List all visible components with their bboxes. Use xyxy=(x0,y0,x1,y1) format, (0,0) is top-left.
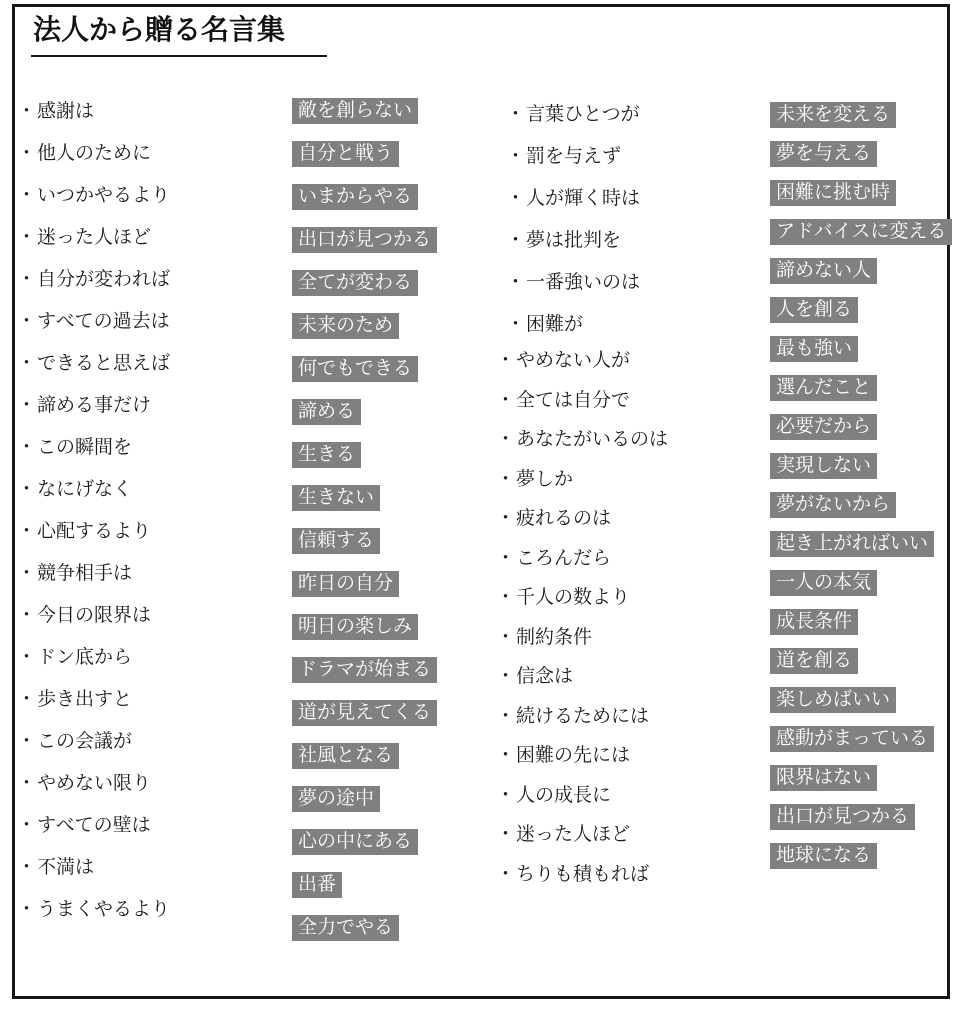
quote-opening-phrase xyxy=(496,469,573,491)
bullet-marker: ・ xyxy=(496,508,516,529)
quote-opening-phrase xyxy=(496,390,630,412)
quote-ending-highlight xyxy=(292,829,418,855)
phrase-text: 昨日の自分 xyxy=(298,573,394,594)
phrase-text: 選んだこと xyxy=(776,377,872,398)
quote-opening-phrase xyxy=(496,824,630,846)
quote-opening-phrase xyxy=(496,587,630,609)
phrase-text: この瞬間を xyxy=(37,437,133,458)
quote-ending-highlight xyxy=(770,570,877,596)
bullet-marker: ・ xyxy=(496,587,516,608)
quote-opening-phrase xyxy=(506,230,621,252)
bullet-marker: ・ xyxy=(17,605,37,626)
phrase-text: 信頼する xyxy=(298,530,375,551)
quote-ending-highlight xyxy=(292,614,418,640)
quote-endings-column-1 xyxy=(292,98,502,958)
bullet-marker: ・ xyxy=(496,666,516,687)
quote-opening-phrase xyxy=(17,815,151,837)
bullet-marker: ・ xyxy=(496,824,516,845)
phrase-text: 迷った人ほど xyxy=(37,227,152,248)
phrase-text: やめない限り xyxy=(37,773,152,794)
quote-opening-phrase xyxy=(506,314,583,336)
phrase-text: 最も強い xyxy=(776,338,853,359)
phrase-text: 制約条件 xyxy=(516,626,593,648)
quote-opening-phrase xyxy=(506,104,640,126)
quote-ending-highlight xyxy=(770,297,858,323)
quote-ending-highlight xyxy=(292,485,380,511)
phrase-text: 全ては自分で xyxy=(516,389,631,411)
quote-opening-phrase xyxy=(17,857,94,879)
bullet-marker: ・ xyxy=(496,350,516,371)
bullet-marker: ・ xyxy=(17,353,37,374)
quote-ending-highlight xyxy=(292,98,418,124)
bullet-marker: ・ xyxy=(17,689,37,710)
quote-opening-phrase xyxy=(17,689,132,711)
quote-opening-phrase xyxy=(17,605,151,627)
quote-opening-phrase xyxy=(17,143,151,165)
bullet-marker: ・ xyxy=(506,188,526,209)
bullet-marker: ・ xyxy=(17,269,37,290)
quote-opening-phrase xyxy=(496,350,630,372)
bullet-marker: ・ xyxy=(496,745,516,766)
phrase-text: 自分と戦う xyxy=(298,143,394,164)
phrase-text: 未来のため xyxy=(298,315,394,336)
phrase-text: 諦める xyxy=(298,401,356,422)
quote-ending-highlight xyxy=(292,743,399,769)
bullet-marker: ・ xyxy=(17,815,37,836)
bullet-marker: ・ xyxy=(17,899,37,920)
phrase-text: 疲れるのは xyxy=(516,508,612,529)
quote-ending-highlight xyxy=(770,531,934,557)
phrase-text: 罰を与えず xyxy=(526,146,622,167)
quote-opening-phrase xyxy=(506,146,621,168)
bullet-marker: ・ xyxy=(17,857,37,878)
quote-ending-highlight xyxy=(292,786,380,812)
quote-opening-phrase xyxy=(17,353,170,375)
phrase-text: いまからやる xyxy=(298,186,413,207)
bullet-marker: ・ xyxy=(17,143,37,164)
quote-opening-phrase xyxy=(17,185,170,207)
quote-ending-highlight xyxy=(292,399,361,425)
phrase-text: 生きない xyxy=(298,487,375,508)
bullet-marker: ・ xyxy=(506,230,526,251)
quote-ending-highlight xyxy=(770,609,858,635)
phrase-text: すべての過去は xyxy=(37,311,170,332)
bullet-marker: ・ xyxy=(17,185,37,206)
bullet-marker: ・ xyxy=(506,314,526,335)
quote-opening-phrase xyxy=(17,227,151,249)
quote-ending-highlight xyxy=(770,492,896,518)
quote-opening-phrase xyxy=(17,647,132,669)
bullet-marker: ・ xyxy=(496,626,516,648)
quote-opening-phrase xyxy=(496,864,649,886)
quote-opening-phrase xyxy=(496,429,668,451)
phrase-text: できると思えば xyxy=(37,353,171,374)
bullet-marker: ・ xyxy=(17,311,37,332)
bullet-marker: ・ xyxy=(17,227,37,248)
quote-ending-highlight xyxy=(292,657,437,683)
bullet-marker: ・ xyxy=(17,437,37,458)
quote-openings-column-1 xyxy=(17,101,282,941)
bullet-marker: ・ xyxy=(496,429,516,450)
quote-opening-phrase xyxy=(496,785,611,807)
page-title: 法人から贈る名言集 xyxy=(31,8,327,57)
phrase-text: あなたがいるのは xyxy=(516,429,669,450)
phrase-text: 出口が見つかる xyxy=(298,229,432,250)
quote-ending-highlight xyxy=(770,414,877,440)
quote-ending-highlight xyxy=(770,336,858,362)
phrase-text: 困難が xyxy=(526,314,584,335)
quote-ending-highlight xyxy=(770,258,877,284)
phrase-text: 不満は xyxy=(37,857,95,878)
phrase-text: いつかやるより xyxy=(37,185,171,206)
phrase-text: 道が見えてくる xyxy=(298,702,432,723)
quote-ending-highlight xyxy=(770,804,915,830)
bullet-marker: ・ xyxy=(496,784,516,806)
quote-ending-highlight xyxy=(770,687,896,713)
quote-ending-highlight xyxy=(292,571,399,597)
phrase-text: やめない人が xyxy=(516,350,631,371)
bullet-marker: ・ xyxy=(17,647,37,668)
phrase-text: 感動がまっている xyxy=(776,728,929,749)
quote-opening-phrase xyxy=(17,479,132,501)
quote-opening-phrase xyxy=(496,745,630,767)
phrase-text: 夢がないから xyxy=(776,494,891,515)
phrase-text: ドラマが始まる xyxy=(298,659,432,680)
phrase-text: 社風となる xyxy=(298,745,394,766)
bullet-marker: ・ xyxy=(17,395,37,416)
phrase-text: 心の中にある xyxy=(298,831,413,852)
bullet-marker: ・ xyxy=(17,731,37,752)
quote-openings-column-2 xyxy=(496,104,766,903)
phrase-text: 信念は xyxy=(516,666,574,687)
quote-ending-highlight xyxy=(770,180,896,206)
phrase-text: 人の成長に xyxy=(516,784,612,806)
phrase-text: 一番強いのは xyxy=(526,272,641,293)
quote-opening-phrase xyxy=(17,521,151,543)
quote-ending-highlight xyxy=(770,843,877,869)
phrase-text: 困難に挑む時 xyxy=(776,182,891,203)
phrase-text: 感謝は xyxy=(37,101,95,122)
phrase-text: 迷った人ほど xyxy=(516,824,631,845)
phrase-text: 何でもできる xyxy=(298,358,413,379)
quote-opening-phrase xyxy=(17,731,132,753)
quote-ending-highlight xyxy=(770,102,896,128)
bullet-marker: ・ xyxy=(496,547,516,569)
phrase-text: 未来を変える xyxy=(776,104,891,125)
phrase-text: 夢を与える xyxy=(776,143,872,164)
phrase-text: 全てが変わる xyxy=(298,272,413,293)
phrase-text: 明日の楽しみ xyxy=(298,616,413,637)
phrase-text: 道を創る xyxy=(776,650,853,671)
bullet-marker: ・ xyxy=(506,104,526,125)
phrase-text: ころんだら xyxy=(516,547,612,569)
quote-ending-highlight xyxy=(292,184,418,210)
phrase-text: 出口が見つかる xyxy=(776,806,910,827)
quote-ending-highlight xyxy=(292,528,380,554)
quote-opening-phrase xyxy=(496,508,611,530)
phrase-text: 他人のために xyxy=(37,143,152,164)
quote-opening-phrase xyxy=(17,395,151,417)
bullet-marker: ・ xyxy=(496,389,516,411)
bullet-marker: ・ xyxy=(506,272,526,293)
phrase-text: アドバイスに変える xyxy=(776,221,947,242)
bullet-marker: ・ xyxy=(506,146,526,167)
phrase-text: 実現しない xyxy=(776,455,872,476)
bullet-marker: ・ xyxy=(17,521,37,542)
phrase-text: 敵を創らない xyxy=(298,100,413,121)
bullet-marker: ・ xyxy=(496,468,516,490)
phrase-text: 歩き出すと xyxy=(37,689,133,710)
phrase-text: 夢は批判を xyxy=(526,230,622,251)
quote-opening-phrase xyxy=(17,899,170,921)
phrase-text: うまくやるより xyxy=(37,899,171,920)
phrase-text: 人を創る xyxy=(776,299,853,320)
quote-opening-phrase xyxy=(17,773,151,795)
quote-ending-highlight xyxy=(292,270,418,296)
phrase-text: 自分が変われば xyxy=(37,269,171,290)
quote-ending-highlight xyxy=(292,141,399,167)
quote-ending-highlight xyxy=(292,700,437,726)
phrase-text: 夢の途中 xyxy=(298,788,375,809)
phrase-text: 今日の限界は xyxy=(37,605,152,626)
quote-opening-phrase xyxy=(496,666,573,688)
phrase-text: 一人の本気 xyxy=(776,572,872,593)
quote-opening-phrase xyxy=(17,269,170,291)
phrase-text: すべての壁は xyxy=(37,815,151,836)
phrase-text: 全力でやる xyxy=(298,917,394,938)
phrase-text: 心配するより xyxy=(37,521,152,542)
bullet-marker: ・ xyxy=(17,773,37,794)
quote-ending-highlight xyxy=(770,141,877,167)
phrase-text: 競争相手は xyxy=(37,563,133,584)
quote-opening-phrase xyxy=(17,563,132,585)
phrase-text: 出番 xyxy=(298,874,337,895)
quote-ending-highlight xyxy=(292,915,399,941)
phrase-text: 成長条件 xyxy=(776,611,853,632)
quote-opening-phrase xyxy=(17,311,170,333)
quote-opening-phrase xyxy=(17,437,132,459)
phrase-text: 人が輝く時は xyxy=(526,188,641,209)
phrase-text: ドン底から xyxy=(37,647,133,668)
phrase-text: 限界はない xyxy=(776,767,872,788)
quote-opening-phrase xyxy=(496,548,611,570)
quote-opening-phrase xyxy=(496,706,649,728)
bullet-marker: ・ xyxy=(17,563,37,584)
quote-ending-highlight xyxy=(770,765,877,791)
quote-ending-highlight xyxy=(770,726,934,752)
bullet-marker: ・ xyxy=(17,101,37,122)
phrase-text: 諦める事だけ xyxy=(37,395,152,416)
phrase-text: 言葉ひとつが xyxy=(526,104,640,125)
bullet-marker: ・ xyxy=(17,479,37,500)
bullet-marker: ・ xyxy=(496,705,516,727)
quote-ending-highlight xyxy=(292,227,437,253)
quote-ending-highlight xyxy=(292,356,418,382)
quote-opening-phrase xyxy=(17,101,94,123)
phrase-text: 地球になる xyxy=(776,845,872,866)
quote-ending-highlight xyxy=(292,872,342,898)
phrase-text: この会議が xyxy=(37,731,133,752)
bullet-marker: ・ xyxy=(496,863,516,885)
phrase-text: 続けるためには xyxy=(516,705,650,727)
phrase-text: ちりも積もれば xyxy=(516,863,650,885)
quote-ending-highlight xyxy=(770,219,952,245)
phrase-text: 生きる xyxy=(298,444,356,465)
quote-opening-phrase xyxy=(506,188,640,210)
phrase-text: なにげなく xyxy=(37,479,133,500)
phrase-text: 楽しめばいい xyxy=(776,689,891,710)
quote-ending-highlight xyxy=(292,442,361,468)
phrase-text: 夢しか xyxy=(516,468,574,490)
quote-ending-highlight xyxy=(770,648,858,674)
quote-ending-highlight xyxy=(292,313,399,339)
quote-opening-phrase xyxy=(506,272,640,294)
quote-ending-highlight xyxy=(770,453,877,479)
quote-endings-column-2 xyxy=(770,102,960,882)
quote-ending-highlight xyxy=(770,375,877,401)
phrase-text: 必要だから xyxy=(776,416,872,437)
phrase-text: 起き上がればいい xyxy=(776,533,929,554)
phrase-text: 諦めない人 xyxy=(776,260,872,281)
quote-opening-phrase xyxy=(496,627,592,649)
phrase-text: 千人の数より xyxy=(516,587,631,608)
phrase-text: 困難の先には xyxy=(516,745,631,766)
